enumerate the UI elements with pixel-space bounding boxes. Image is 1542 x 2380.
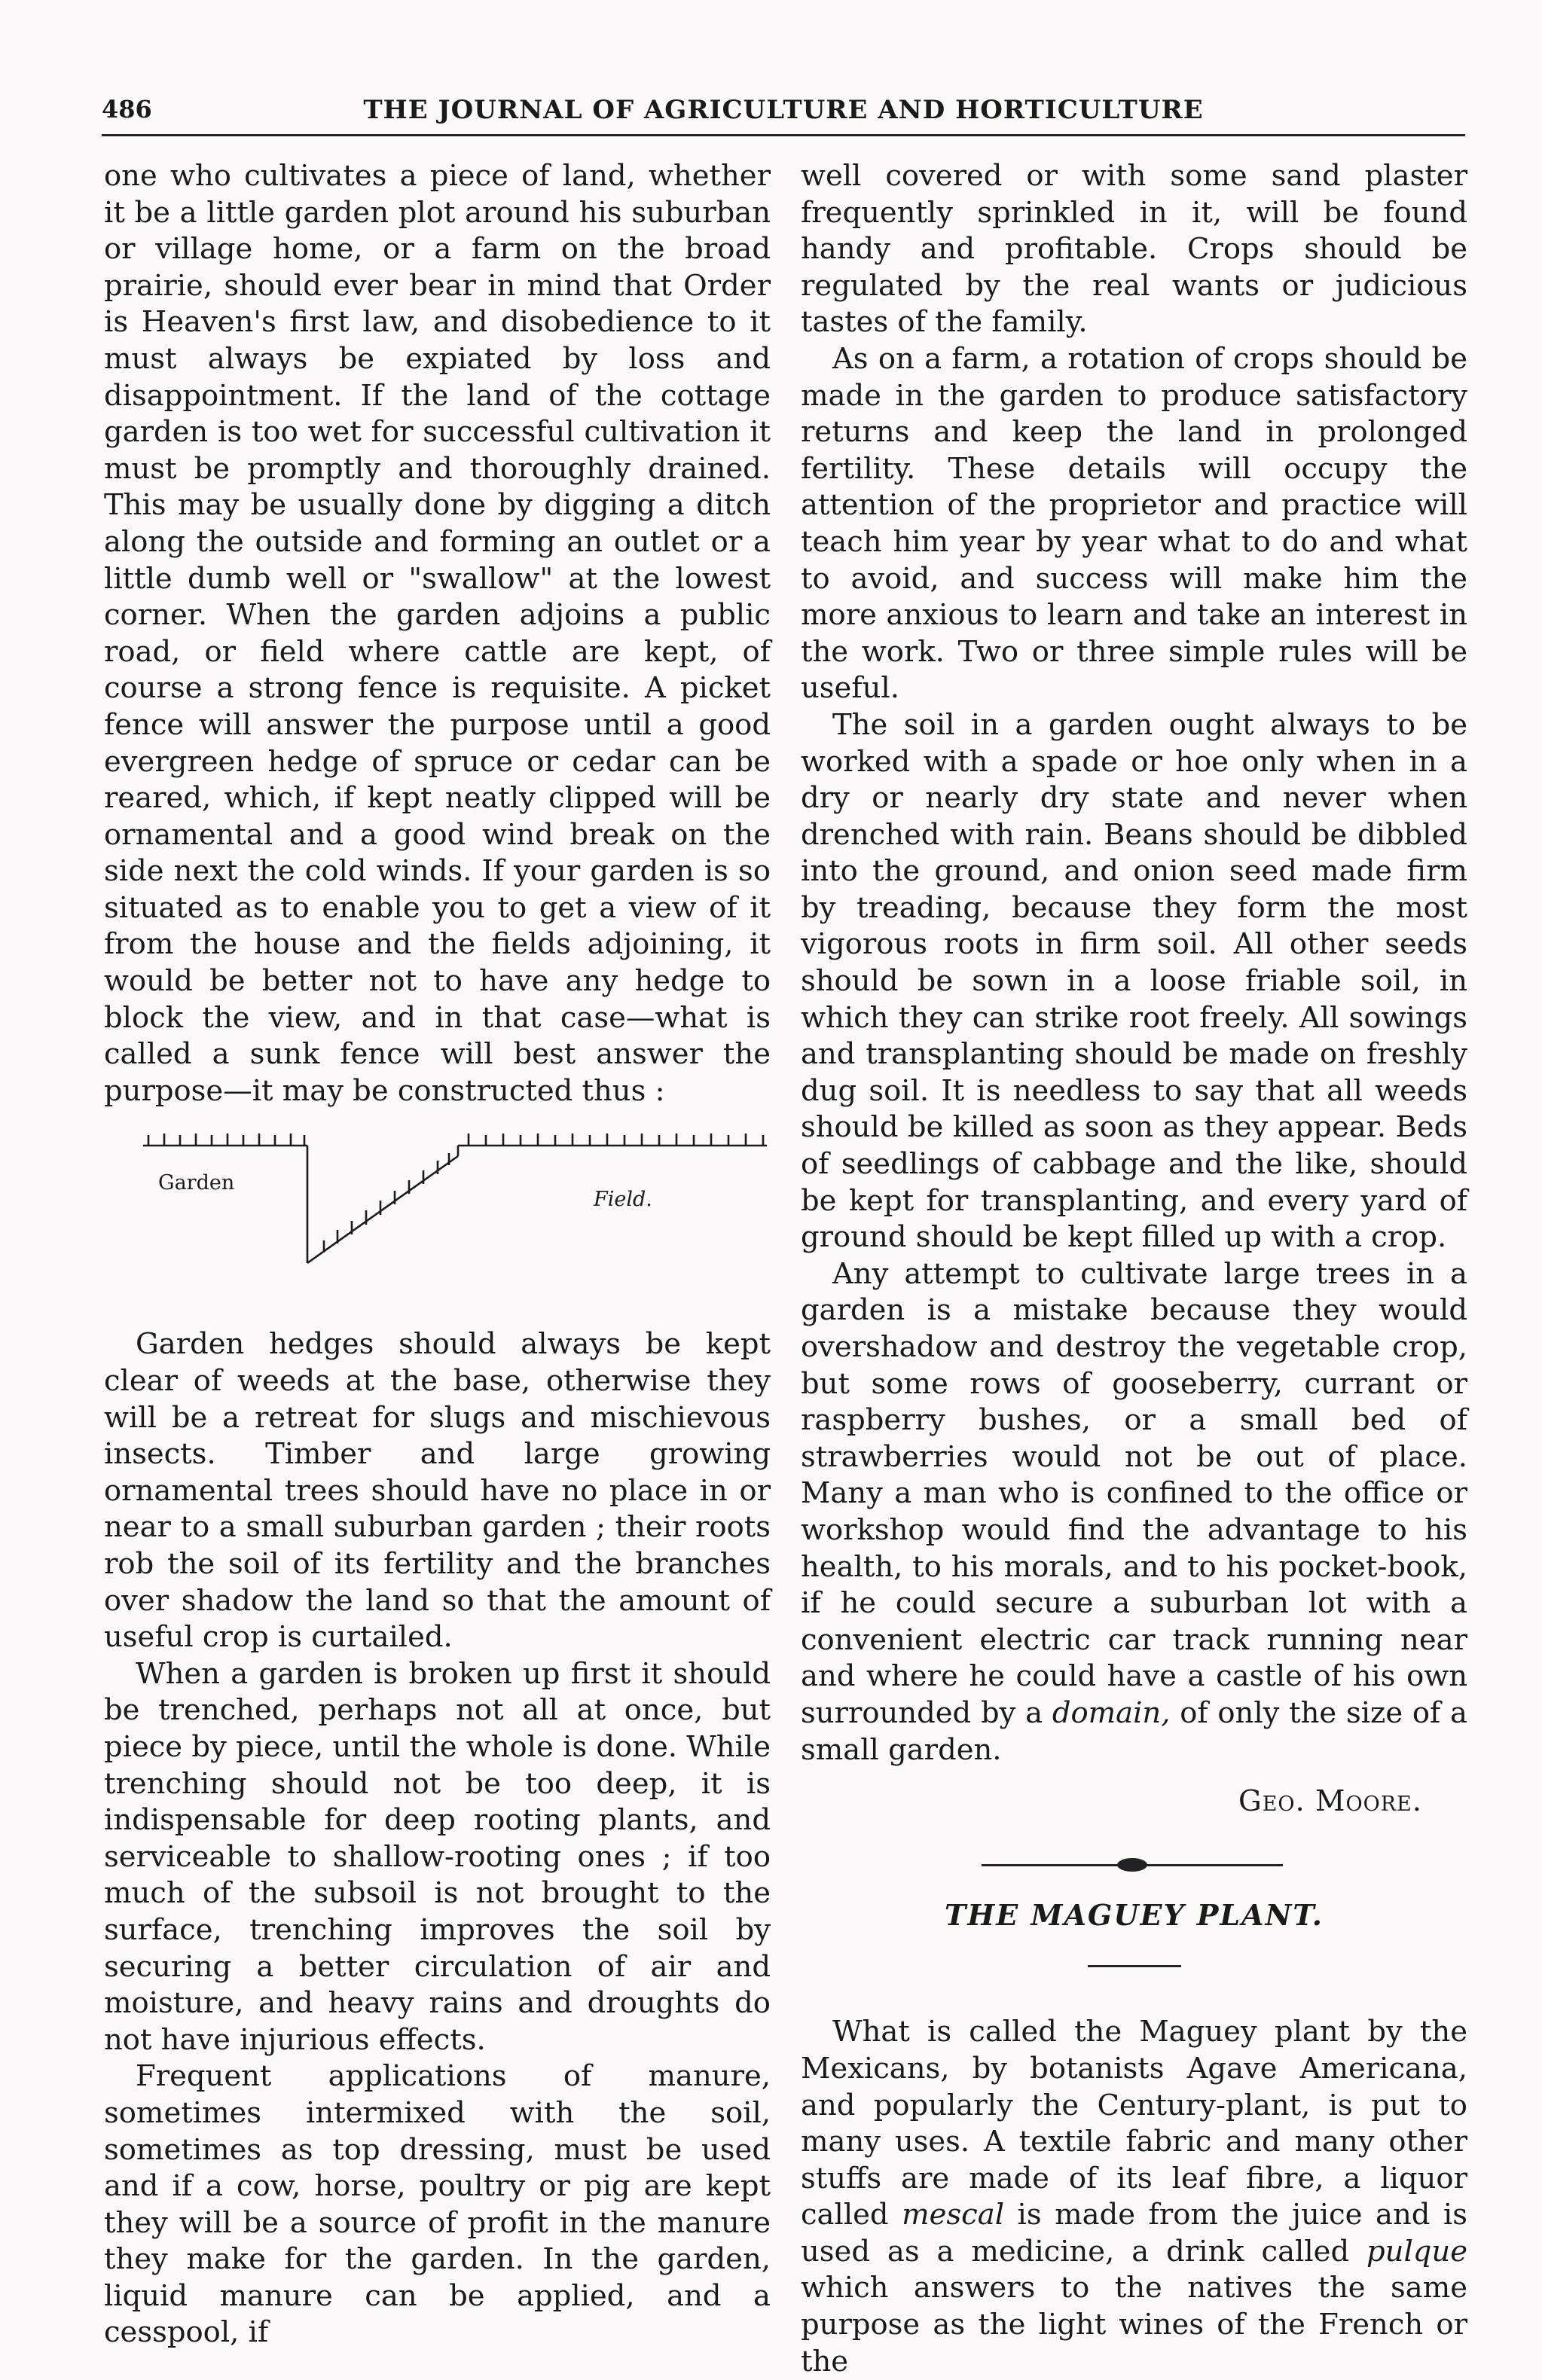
paragraph: well covered or with some sand plaster frequently sprinkled in it, will be found handy and profitable. Crops should be regulated by the real wants or judicious tastes of the family. [801,159,1467,340]
emphasis: domain, [1052,1695,1171,1730]
section-divider [801,1857,1467,1872]
article-title: THE MAGUEY PLANT. [945,1897,1324,1932]
paragraph: Frequent applications of manure, sometimes intermixed with the soil, sometimes as top dressing, must be used and if a cow, horse, poultry or pig are kept they will be a source of profit in the manure they make for the garden. In the garden, liquid manure can be applied, and a cesspool, if [104,2059,771,2350]
text-run: is made from the juice and is used as a medicine, a drink called [801,2198,1467,2269]
paragraph: When a garden is broken up first it should be trenched, perhaps not all at once, but piece by piece, until the whole is done. While trenching should not be too deep, it is indispensable for deep rooting plants, and serviceable to shallow-rooting ones ; if too much of the subsoil is not brought to the surface, trenching improves the soil by securing a better circulation of air and moisture, and heavy rains and droughts do not have injurious effects. [104,1656,771,2057]
page-number: 486 [102,95,152,124]
paragraph [801,2014,1467,2380]
sunk-fence-diagram [104,1114,771,1295]
left-column [104,158,771,2350]
sunk-fence-drawing [104,1114,771,1295]
page-header [102,89,1465,136]
text-run: Any attempt to cultivate large trees in a garden is a mistake because they would overshadow and destroy the vegetable crop, but some rows of gooseberry, currant or raspberry bushes, or a small bed of strawberries would not be out of place. Many a man who is confined to the office or workshop would find the advantage to his health, to his morals, and to his pocket-book, if he could secure a suburban lot with a convenient electric car track running near and where he could have a castle of his own surrounded by a [801,1256,1467,1730]
text-run: which answers to the natives the same purpose as the light wines of the French or the [801,2271,1467,2378]
text-run: of only the size of a small garden. [801,1695,1467,1767]
author-signature: Geo. Moore. [1238,1784,1422,1819]
emphasis: pulque [1366,2234,1467,2269]
text-run: What is called the Maguey plant by the Mexicans, by botanists Agave Americana, and popularly the Century-plant, is put to many uses. A textile fabric and many other stuffs are made of its leaf fibre, a liquor called [801,2015,1467,2232]
field-label: Field. [594,1188,652,1212]
paragraph [801,1256,1467,1768]
paragraph: Garden hedges should always be kept clear of weeds at the base, otherwise they will be a retreat for slugs and mischievous insects. Timber and large growing ornamental trees should have no place in or near to a small suburban garden ; their roots rob the soil of its fertility and the branches over shadow the land so that the amount of useful crop is curtailed. [104,1327,771,1655]
paragraph: one who cultivates a piece of land, whether it be a little garden plot around his suburban or village home, or a farm on the broad prairie, should ever bear in mind that Order is Heaven's first law, and disobedience to it must always be expiated by loss and disappointment. If the land of the cottage garden is too wet for successful cultivation it must be promptly and thoroughly drained. This may be usually done by digging a ditch along the outside and forming an outlet or a little dumb well or "swallow" at the lowest corner. When the garden adjoins a public road, or field where cattle are kept, of course a strong fence is requisite. A picket fence will answer the purpose until a good evergreen hedge of spruce or cedar can be reared, which, if kept neatly clipped will be ornamental and a good wind break on the side next the cold winds. If your garden is so situated as to enable you to get a view of it from the house and the fields adjoining, it would be better not to have any hedge to block the view, and in that case—what is called a sunk fence will best answer the purpose—it may be constructed thus : [104,159,771,1108]
garden-label: Garden [158,1171,235,1195]
right-column [801,158,1467,2378]
paragraph: As on a farm, a rotation of crops should be made in the garden to produce satisfactory returns and keep the land in prolonged fertility. These details will occupy the attention of the proprietor and practice will teach him year by year what to do and what to avoid, and success will make him the more anxious to learn and take an interest in the work. Two or three simple rules will be useful. [801,341,1467,706]
title-rule [1088,1965,1181,1967]
paragraph: The soil in a garden ought always to be worked with a spade or hoe only when in a dry or nearly dry state and never when drenched with rain. Beans should be dibbled into the ground, and onion seed made firm by treading, because they form the most vigorous roots in firm soil. All other seeds should be sown in a loose friable soil, in which they can strike root freely. All sowings and transplanting should be made on freshly dug soil. It is needless to say that all weeds should be killed as soon as they appear. Beds of seedlings of cabbage and the like, should be kept for transplanting, and every yard of ground should be kept filled up with a crop. [801,707,1467,1255]
running-title: THE JOURNAL OF AGRICULTURE AND HORTICULTURE [363,95,1204,125]
emphasis: mescal [902,2198,1005,2232]
